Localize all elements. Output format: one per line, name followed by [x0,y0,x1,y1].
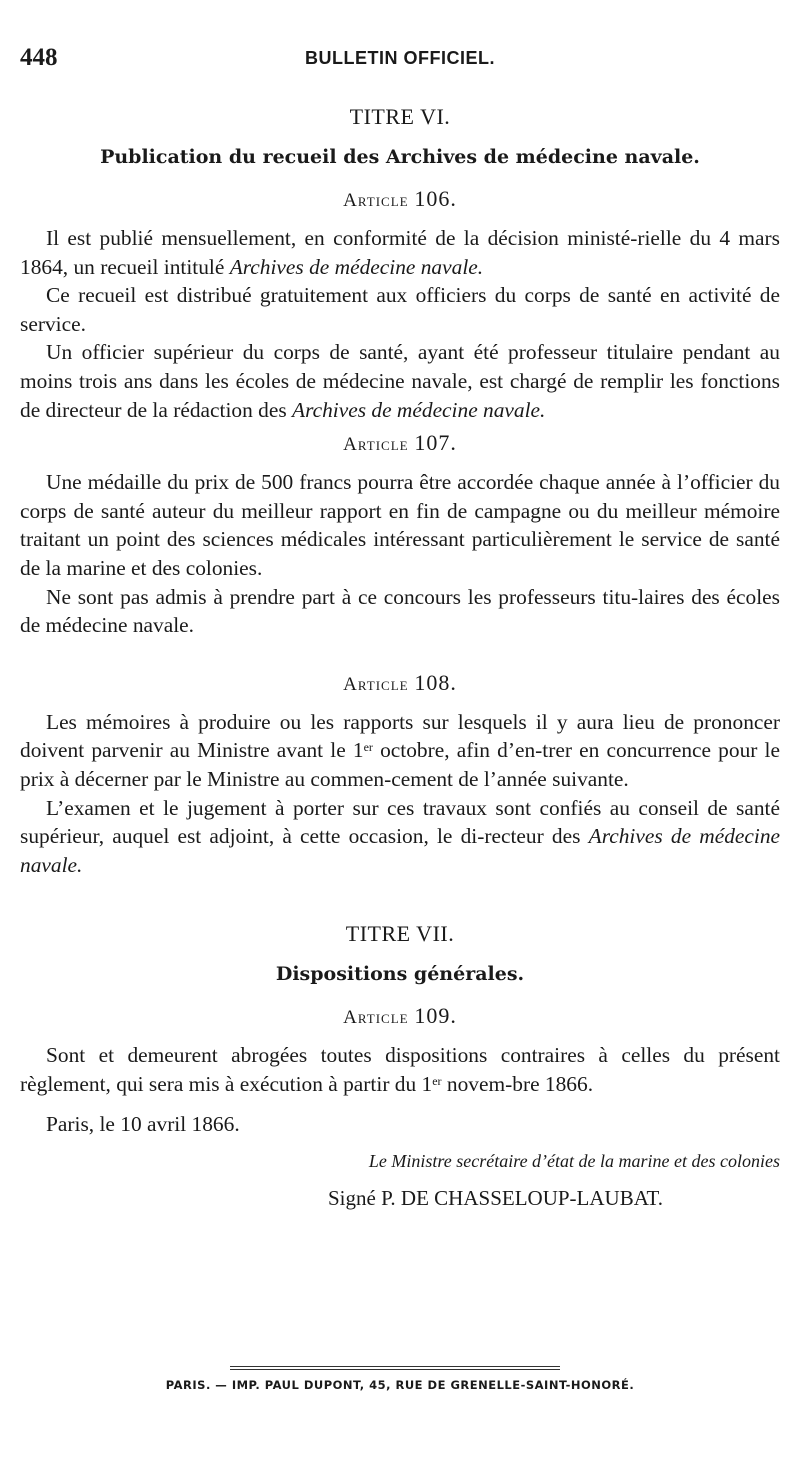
article-number: 109. [414,1003,457,1029]
article-106-paragraph-3 [20,338,780,424]
article-number: 108. [414,669,457,695]
superscript: er [432,1073,442,1088]
article-108-paragraph-2 [20,794,780,880]
text-span: Les mémoires à produire ou les rapports sur lesquels il y aura lieu de prononcer doivent parvenir au Ministre avant le 1 [20,709,780,763]
article-107-paragraph-1: Une médaille du prix de 500 francs pourra être accordée chaque année à l’officier du corps de santé auteur du meilleur rapport en fin de campagne ou du meilleur mémoire traitant un point des sciences médicales intéressant particulièrement le service de santé de la marine et des colonies. [20,470,780,580]
page-number: 448 [20,44,58,71]
article-number: 106. [414,186,457,211]
article-106-paragraph-1 [20,224,780,281]
imprint-rule-top [230,1366,560,1367]
titre-vii-subtitle: Dispositions générales. [275,963,525,986]
article-label: Article [343,434,409,456]
titre-vi-subtitle: Publication du recueil des Archives de médecine navale. [100,146,700,168]
page-header [20,44,780,78]
titre-vii-heading: TITRE VII. [345,921,455,947]
text-span: Un officier supérieur du corps de santé, ayant été professeur titulaire pendant au moins trois ans dans les écoles de médecine navale, est chargé de remplir les fonctions de directeur de la rédaction des [20,340,780,422]
article-number: 107. [414,430,457,456]
text-span: Sont et demeurent abrogées toutes dispositions contraires à celles du présent règlement, qui sera mis à exécution à partir du 1 [20,1043,780,1096]
italic-title: Archives de médecine navale. [292,397,546,422]
running-head: BULLETIN OFFICIEL. [305,48,495,68]
date-line: Paris, le 10 avril 1866. [46,1112,240,1137]
text-span: L’examen et le jugement à porter sur ces travaux sont confiés au conseil de santé supérieur, auquel est adjoint, à cette occasion, le di-recteur des [20,795,780,849]
article-107-heading [20,430,780,456]
text-span: Il est publié mensuellement, en conformité de la décision ministé-rielle du 4 mars 1864, un recueil intitulé [20,226,780,279]
text-span: octobre, afin d’en-trer en concurrence pour le prix à décerner par le Ministre au commen-cement de l’année suivante. [20,738,780,791]
signature-line: Signé P. DE CHASSELOUP-LAUBAT. [328,1186,664,1211]
article-108-paragraph-1 [20,708,780,794]
article-106-heading [20,186,780,212]
titre-vi-heading: TITRE VI. [349,104,451,129]
article-108-heading [20,670,780,696]
italic-title: Archives de médecine navale. [229,254,484,279]
page-body [20,104,780,1211]
article-label: Article [343,673,409,695]
article-107-paragraph-2: Ne sont pas admis à prendre part à ce concours les professeurs titu-laires des écoles de médecine navale. [20,584,780,638]
text-span: novem-bre 1866. [441,1071,594,1096]
printer-imprint: PARIS. — IMP. PAUL DUPONT, 45, RUE DE GRENELLE-SAINT-HONORÉ. [165,1378,635,1392]
article-109-paragraph-1 [20,1041,780,1098]
superscript: er [363,740,373,755]
minister-title: Le Ministre secrétaire d’état de la marine et des colonies [368,1151,780,1172]
article-106-paragraph-2: Ce recueil est distribué gratuitement aux officiers du corps de santé en activité de service. [20,283,780,336]
imprint-rule-bottom [230,1369,560,1370]
article-109-heading [20,1003,780,1029]
article-label: Article [343,190,409,211]
article-label: Article [343,1007,409,1029]
italic-title: Archives de médecine navale. [20,824,781,877]
